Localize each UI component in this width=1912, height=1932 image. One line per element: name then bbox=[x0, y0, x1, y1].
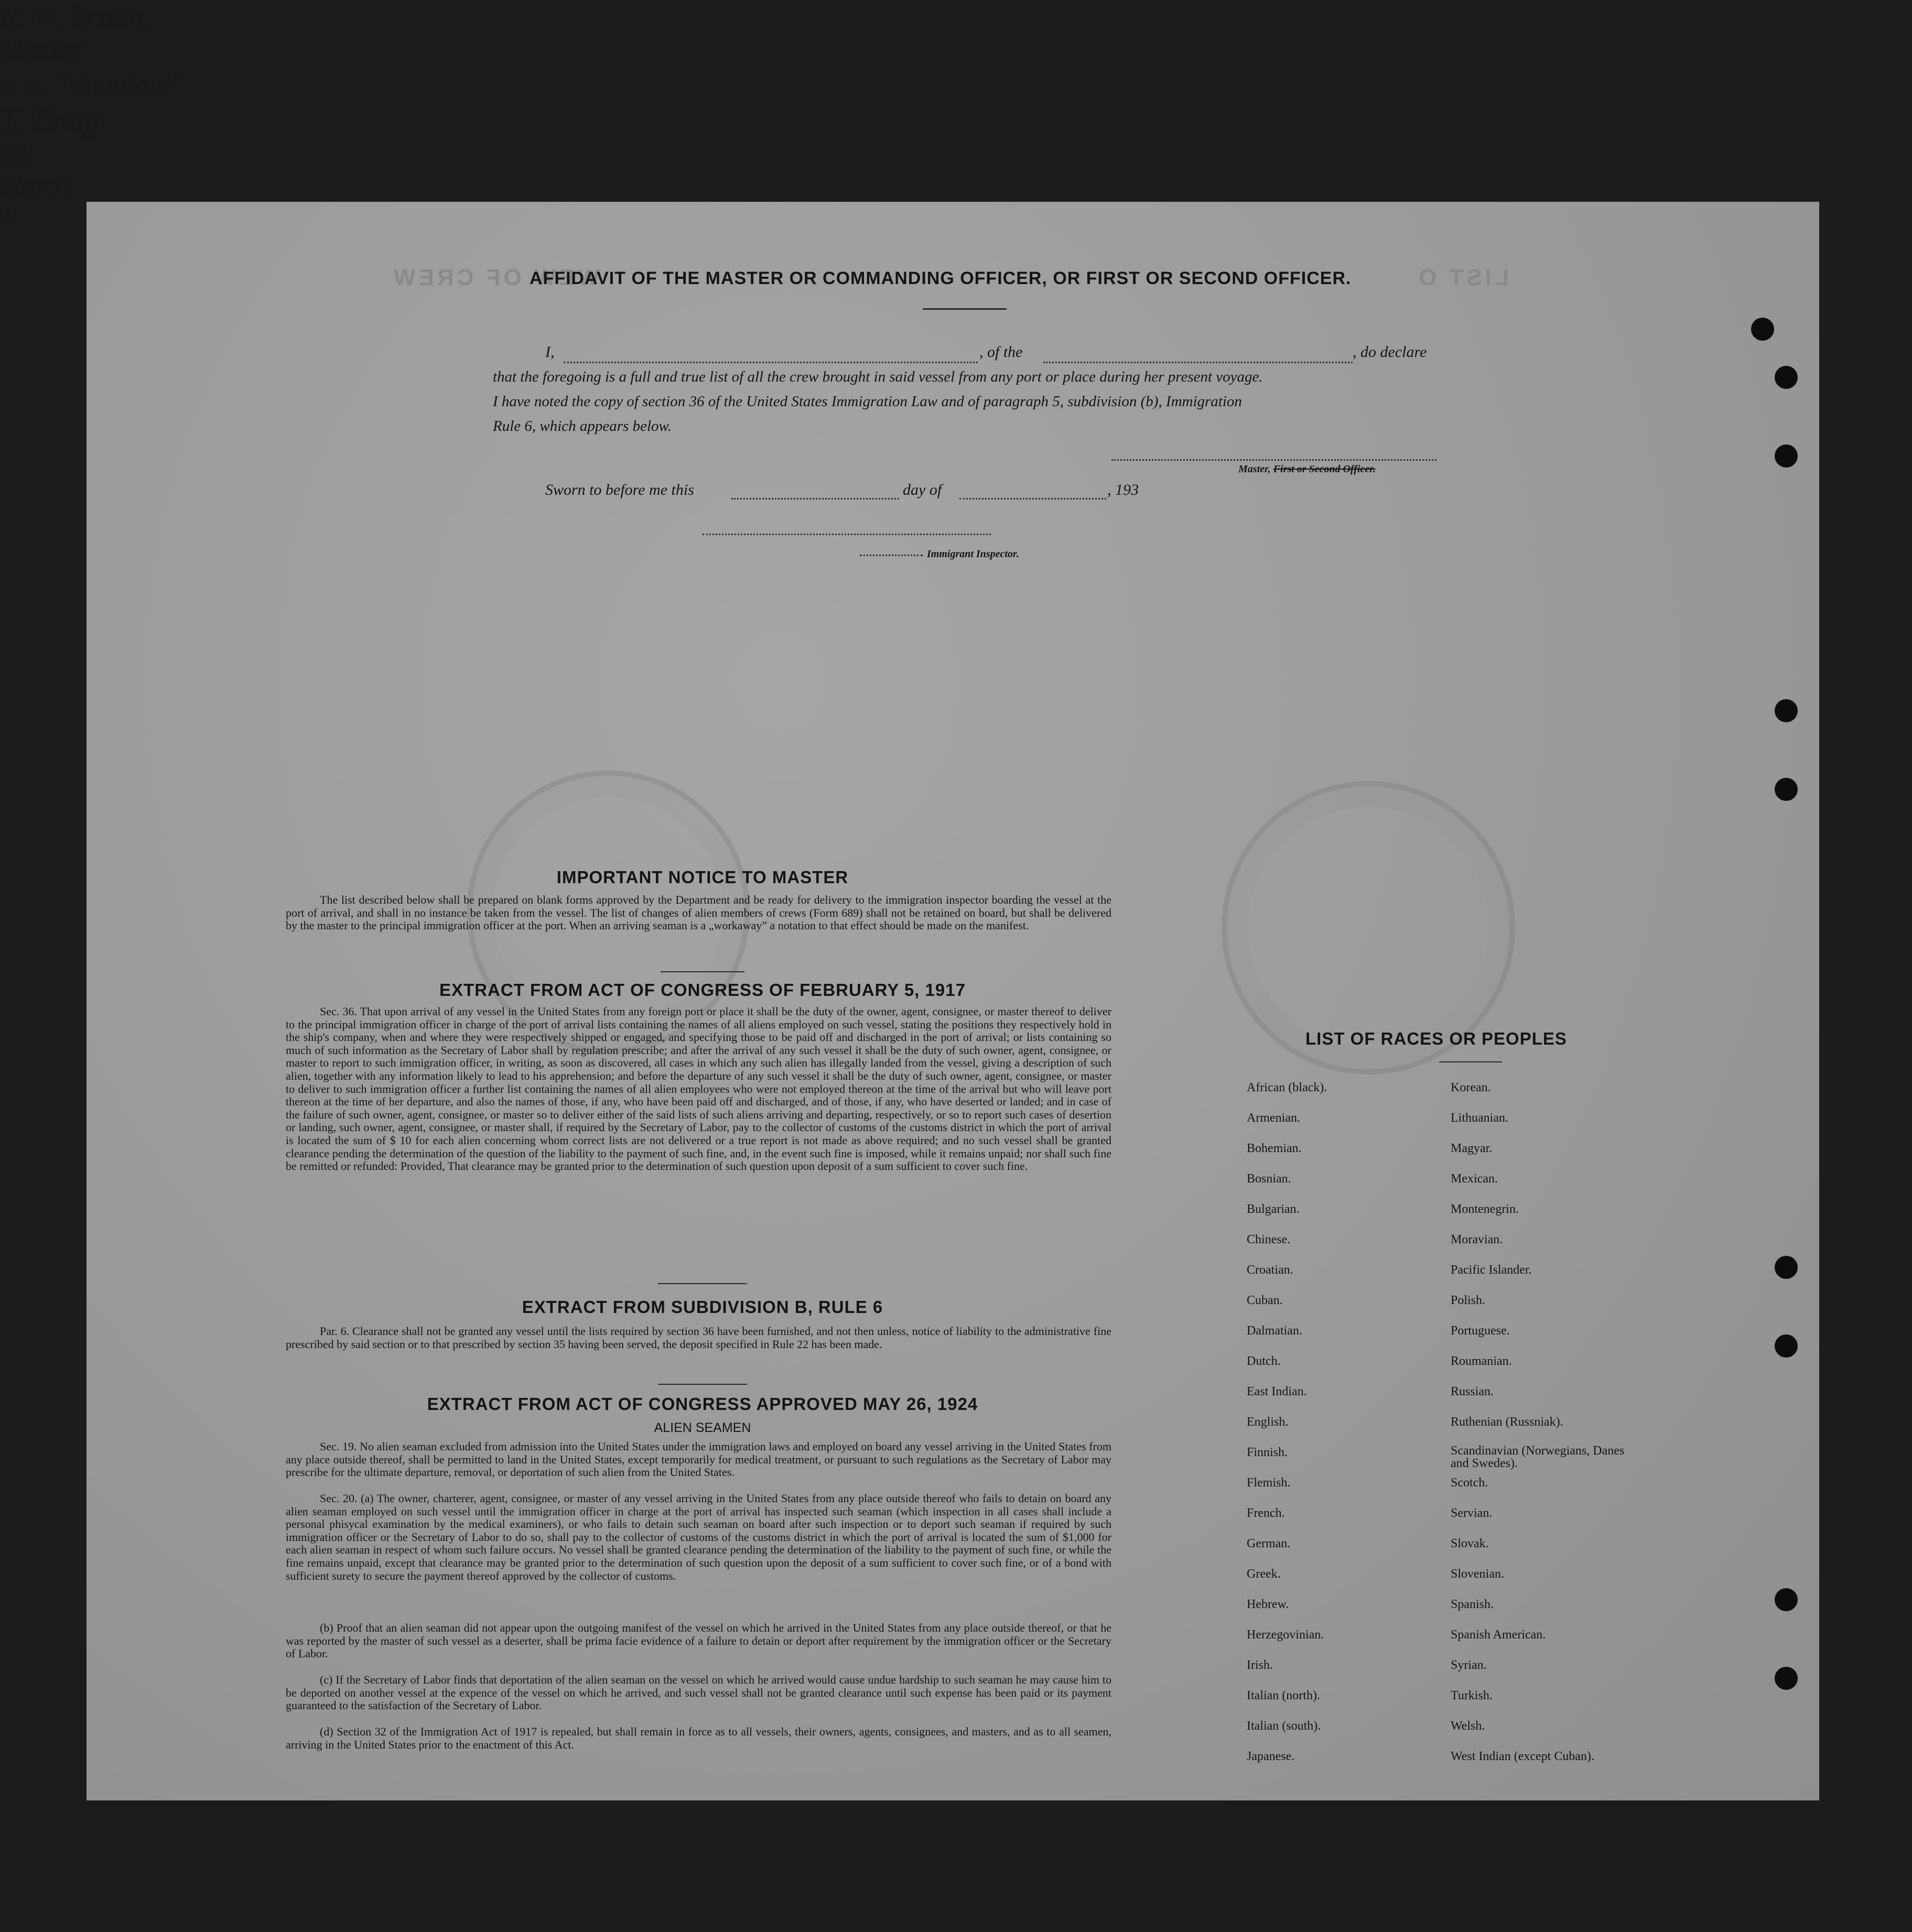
month-fill-line bbox=[959, 498, 1106, 500]
rule6-text: Par. 6. Clearance shall not be granted any vessel until the lists required by section 36 have been furnished, and not then unless, notice of liability to the administrative fine prescribed by said section or to that prescribed by section 35 having been served, the deposit specified in Rule 22 has been made. bbox=[286, 1325, 1111, 1351]
punch-hole bbox=[1775, 1256, 1798, 1279]
races-title: LIST OF RACES OR PEOPLES bbox=[1305, 1029, 1567, 1048]
race-item: Armenian. bbox=[1247, 1111, 1300, 1125]
affidavit-title: AFFIDAVIT OF THE MASTER OR COMMANDING OFFICER, OR FIRST OR SECOND OFFICER. bbox=[530, 268, 1352, 288]
race-item: Japanese. bbox=[1247, 1750, 1295, 1763]
affidavit-text-line: that the foregoing is a full and true list of all the crew brought in said vessel from any port or place during her present voyage. bbox=[493, 368, 1263, 385]
day-of-label: day of bbox=[903, 481, 942, 498]
race-item: Welsh. bbox=[1451, 1719, 1485, 1733]
race-item: Slovenian. bbox=[1451, 1567, 1504, 1581]
year-prefix: , 193 bbox=[1107, 481, 1139, 498]
race-item: Italian (north). bbox=[1247, 1689, 1320, 1702]
race-item: Scandinavian (Norwegians, Danes and Swedes). bbox=[1451, 1444, 1625, 1470]
affidavit-i-label: I, bbox=[545, 343, 555, 361]
sec20d-text: (d) Section 32 of the Immigration Act of 1917 is repealed, but shall remain in force as to all vessels, their owners, agents, consignees, and masters, and as to all seamen, arriving in the United States prior to the enactment of this Act. bbox=[286, 1725, 1111, 1751]
master-word: Master, bbox=[1238, 463, 1271, 475]
master-name-handwritten: R. W. Braun, bbox=[0, 1, 150, 33]
of-the-label: , of the bbox=[979, 343, 1023, 361]
master-title-handwritten: Master bbox=[0, 34, 83, 67]
race-item: West Indian (except Cuban). bbox=[1451, 1750, 1594, 1763]
race-item: Croatian. bbox=[1247, 1263, 1293, 1277]
punch-hole bbox=[1775, 778, 1798, 801]
race-item: Magyar. bbox=[1451, 1142, 1493, 1155]
bleed-through-text: WEW OF CREW bbox=[391, 265, 600, 290]
race-item: Turkish. bbox=[1451, 1689, 1493, 1702]
race-item: Dutch. bbox=[1247, 1354, 1281, 1368]
race-item: French. bbox=[1247, 1506, 1285, 1520]
race-item: Irish. bbox=[1247, 1658, 1273, 1672]
divider bbox=[658, 1283, 747, 1284]
vessel-name-handwritten: s. s. "Veendam" bbox=[0, 68, 183, 100]
race-item: Moravian. bbox=[1451, 1233, 1503, 1246]
race-item: Mexican. bbox=[1451, 1172, 1498, 1186]
sec20a-text: Sec. 20. (a) The owner, charterer, agent, consignee, or master of any vessel arriving in the United States from any place outside thereof who fails to detain on board any alien seaman employed on such vessel until the immigration officer in charge at the port of arrival has inspected such seaman (which inspection in all cases shall include a personal phisycal examination by the medical examiners), or who fails to detain such seaman on board after such inspection or to deport such seaman if required by such immigration officer or the Secretary of Labor to do so, shall pay to the collector of customs of the customs district in which the port of arrival is located the sum of $1,000 for each alien seaman in respect of whom such failure occurs. No vessel shall be granted clearance pending the determination of the liability to the payment of such fine, or while the fine remains unpaid, except that clearance may be granted prior to the determination of such question upon the deposit of a sum sufficient to cover such fine, or of a bond with sufficient surety to secure the payment thereof approved by the collector of customs. bbox=[286, 1492, 1111, 1582]
race-item: Spanish American. bbox=[1451, 1628, 1546, 1642]
month-handwritten: March bbox=[0, 170, 69, 200]
race-item: Ruthenian (Russniak). bbox=[1451, 1415, 1563, 1429]
race-item: Korean. bbox=[1451, 1081, 1491, 1094]
race-item: Polish. bbox=[1451, 1294, 1486, 1307]
bleed-through-text: LIST O bbox=[1416, 265, 1509, 290]
race-item: Pacific Islander. bbox=[1451, 1263, 1532, 1277]
alien-seamen-subtitle: ALIEN SEAMEN bbox=[654, 1420, 751, 1435]
punch-hole bbox=[1775, 1588, 1798, 1611]
punch-hole bbox=[1775, 1667, 1798, 1690]
do-declare-label: , do declare bbox=[1353, 343, 1427, 361]
vessel-fill-line bbox=[1043, 362, 1353, 363]
sworn-label: Sworn to before me this bbox=[545, 481, 694, 498]
race-item: Italian (south). bbox=[1247, 1719, 1321, 1733]
divider bbox=[923, 308, 1007, 310]
punch-hole bbox=[1775, 699, 1798, 722]
race-item: Cuban. bbox=[1247, 1294, 1283, 1307]
master-label bbox=[1238, 463, 1376, 475]
race-item: Portuguese. bbox=[1451, 1324, 1510, 1338]
signature-line bbox=[1111, 459, 1436, 461]
race-item: Hebrew. bbox=[1247, 1598, 1289, 1611]
race-item: Slovak. bbox=[1451, 1537, 1489, 1550]
race-item: Bosnian. bbox=[1247, 1172, 1291, 1186]
day-fill-line bbox=[731, 498, 899, 500]
inspector-dot-lead bbox=[860, 555, 923, 556]
divider bbox=[658, 1384, 747, 1385]
race-item: Herzegovinian. bbox=[1247, 1628, 1324, 1642]
race-item: Chinese. bbox=[1247, 1233, 1291, 1246]
inspector-label: Immigrant Inspector. bbox=[927, 548, 1019, 560]
sec19-text: Sec. 19. No alien seaman excluded from admission into the United States under the immigration laws and employed on board any vessel arriving in the United States from any place outside thereof, shall be permitted to land in the United States, except temporarily for medical treatment, or pursuant to such regulations as the Secretary of Labor may prescribe for the ultimate departure, removal, or deportation of such alien from the United States. bbox=[286, 1440, 1111, 1479]
extract-1917-text: Sec. 36. That upon arrival of any vessel in the United States from any foreign port or place it shall be the duty of the owner, agent, consignee, or master thereof to deliver to the principal immigration officer in charge of the port of arrival lists containing the names of all aliens employed on such vessel, stating the positions they respectively hold in the ship's company, when and where they were respectively shipped or engaged, and specifying those to be paid off and discharged in the port of arrival; or lists containing so much of such information as the Secretary of Labor shall by regulation prescribe; and after the arrival of any such vessel it shall be the duty of such owner, agent, consignee, or master to report to such immigration officer, in writing, as soon as discovered, all cases in which any such alien has illegally landed from the vessel, giving a description of such alien, together with any information likely to lead to his apprehension; and before the departure of any such vessel it shall be the duty of such owner, agent, consignee, or master to deliver to such immigration officer a further list containing the names of all alien employees who were not employed thereon at the time of the arrival but who will leave port thereon at the time of her departure, and also the names of those, if any, who have been paid off and discharged, and of those, if any, who have deserted or landed; and in case of the failure of such owner, agent, consignee, or master so to deliver either of the said lists of such aliens arriving and departing, respectively, or so to report such cases of desertion or landing, such owner, agent, consignee, or master shall, if required by the Secretary of Labor, pay to the collector of customs of the customs district in which the port of arrival is located the sum of $ 10 for each alien concerning whom correct lists are not delivered or a true report is not made as above required; and no such vessel shall be granted clearance pending the determination of the question of the liability to the payment of such fine, and, in the event such fine is imposed, while it remains unpaid; nor shall such fine be remitted or refunded: Provided, That clearance may be granted prior to the determination of such question upon deposit of a sum sufficient to cover such fine. bbox=[286, 1005, 1111, 1173]
race-item: Dalmatian. bbox=[1247, 1324, 1302, 1338]
year-handwritten: 1. bbox=[0, 201, 20, 230]
race-item: German. bbox=[1247, 1537, 1291, 1550]
punch-hole bbox=[1775, 366, 1798, 389]
race-item: Servian. bbox=[1451, 1506, 1493, 1520]
race-item: African (black). bbox=[1247, 1081, 1327, 1094]
inspector-signature-line bbox=[703, 534, 991, 535]
race-item: English. bbox=[1247, 1415, 1289, 1429]
notice-title: IMPORTANT NOTICE TO MASTER bbox=[556, 867, 849, 887]
race-item: Greek. bbox=[1247, 1567, 1281, 1581]
race-item: Finnish. bbox=[1247, 1446, 1288, 1459]
day-handwritten: 9th bbox=[0, 140, 34, 169]
punch-hole bbox=[1775, 444, 1798, 468]
race-item: Syrian. bbox=[1451, 1658, 1487, 1672]
divider bbox=[661, 971, 744, 972]
race-item: Spanish. bbox=[1451, 1598, 1494, 1611]
struck-officer-label: First or Second Officer. bbox=[1273, 463, 1376, 475]
name-fill-line bbox=[564, 362, 978, 363]
sec20c-text: (c) If the Secretary of Labor finds that deportation of the alien seaman on the vessel on which he arrived would cause undue hardship to such seaman he may cause him to be deported on another vessel at the expence of the vessel on which he arrived, and such vessel shall not be granted clearance until such expense has been paid or its payment guaranteed to the satisfaction of the Secretary of Labor. bbox=[286, 1673, 1111, 1712]
divider bbox=[1439, 1061, 1502, 1062]
race-item: Russian. bbox=[1451, 1385, 1494, 1398]
notice-text: The list described below shall be prepared on blank forms approved by the Department and be ready for delivery to the immigration inspector boarding the vessel at the port of arrival, and shall in no instance be taken from the vessel. The list of changes of alien members of crews (Form 689) shall not be retained on board, but shall be delivered by the master to the principal immigration officer at the port. When an arriving seaman is a „workaway” a notation to that effect should be made on the manifest. bbox=[286, 893, 1111, 932]
race-item: Lithuanian. bbox=[1451, 1111, 1508, 1125]
extract-1917-title: EXTRACT FROM ACT OF CONGRESS OF FEBRUARY 5, 1917 bbox=[439, 980, 966, 1000]
affidavit-text-line: Rule 6, which appears below. bbox=[493, 418, 672, 435]
affidavit-text-line: I have noted the copy of section 36 of the United States Immigration Law and of paragraph 5, subdivision (b), Immigration bbox=[493, 393, 1242, 410]
punch-hole bbox=[1751, 318, 1774, 341]
race-item: East Indian. bbox=[1247, 1385, 1307, 1398]
race-item: Scotch. bbox=[1451, 1476, 1488, 1490]
race-item: Montenegrin. bbox=[1451, 1202, 1519, 1216]
rule6-title: EXTRACT FROM SUBDIVISION B, RULE 6 bbox=[522, 1297, 883, 1317]
race-item: Roumanian. bbox=[1451, 1354, 1512, 1368]
race-item: Bulgarian. bbox=[1247, 1202, 1300, 1216]
extract-1924-title: EXTRACT FROM ACT OF CONGRESS APPROVED MAY 26, 1924 bbox=[427, 1394, 978, 1414]
officer-signature: T. Brug bbox=[0, 101, 100, 138]
sec20b-text: (b) Proof that an alien seaman did not appear upon the outgoing manifest of the vessel on which he arrived in the United States from any place outside thereof, or that he was reported by the master of such vessel as a deserter, shall be prima facie evidence of a failure to detain or deport after requirement by the immigration officer or the Secretary of Labor. bbox=[286, 1621, 1111, 1660]
race-item: Bohemian. bbox=[1247, 1142, 1302, 1155]
punch-hole bbox=[1775, 1334, 1798, 1358]
race-item: Flemish. bbox=[1247, 1476, 1291, 1490]
